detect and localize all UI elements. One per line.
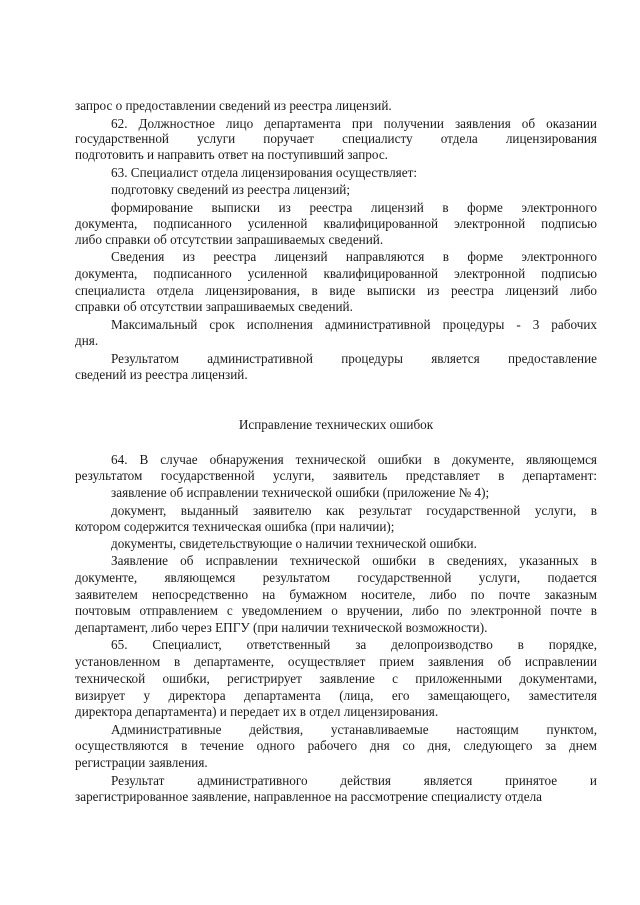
text-line: справки об отсутствии запрашиваемых сведений. [75, 299, 353, 314]
text-line: регистрации заявления. [75, 755, 208, 770]
text-line: Результатом административной процедуры является предоставление [111, 351, 597, 366]
text-line: либо справки об отсутствии запрашиваемых сведений. [75, 232, 384, 247]
text-line: котором содержится техническая ошибка (при наличии); [75, 519, 395, 534]
text-line: Заявление об исправлении технической ошибки в сведениях, указанных в [111, 553, 597, 568]
text-line: документе, являющемся результатом государственной услуги, подается [75, 570, 597, 585]
text-line: дня. [75, 333, 99, 348]
text-line: зарегистрированное заявление, направленное на рассмотрение специалисту отдела [75, 789, 543, 804]
text-line: запрос о предоставлении сведений из реестра лицензий. [75, 98, 392, 113]
text-line: специалиста отдела лицензирования, в виде выписки из реестра лицензий либо [75, 283, 597, 298]
text-line: формирование выписки из реестра лицензий в форме электронного [111, 200, 597, 215]
text-line: документ, выданный заявителю как результат государственной услуги, в [111, 503, 597, 518]
text-line: Сведения из реестра лицензий направляются в форме электронного [111, 249, 597, 264]
text-line: подготовить и направить ответ на поступивший запрос. [75, 147, 388, 162]
text-line: государственной услуги поручает специалисту отдела лицензирования [75, 131, 597, 146]
text-line: результатом государственной услуги, заявитель представляет в департамент: [75, 468, 597, 483]
text-line: установленном в департаменте, осуществляет прием заявления об исправлении [75, 654, 597, 669]
text-line: Административные действия, устанавливаемые настоящим пунктом, [111, 722, 597, 737]
text-line: заявителем непосредственно на бумажном носителе, либо по почте заказным [75, 587, 597, 602]
text-line: осуществляются в течение одного рабочего дня со дня, следующего за днем [75, 738, 597, 753]
text-line: заявление об исправлении технической ошибки (приложение № 4); [111, 485, 490, 500]
text-line: почтовым отправлением с уведомлением о вручении, либо по электронной почте в [75, 603, 597, 618]
text-line: технической ошибки, регистрирует заявление с приложенными документами, [75, 671, 597, 686]
text-line: подготовку сведений из реестра лицензий; [111, 182, 351, 197]
text-line: 65. Специалист, ответственный за делопроизводство в порядке, [111, 637, 597, 652]
text-line: Результат административного действия является принятое и [111, 773, 597, 788]
text-line: департамент, либо через ЕПГУ (при наличии технической возможности). [75, 620, 488, 635]
section-heading: Исправление технических ошибок [238, 417, 434, 432]
text-line: документы, свидетельствующие о наличии технической ошибки. [111, 536, 477, 551]
text-line: 62. Должностное лицо департамента при получении заявления об оказании [111, 116, 597, 131]
text-line: документа, подписанного усиленной квалифицированной электронной подписью [75, 216, 597, 231]
text-line: визирует у директора департамента (лица, его замещающего, заместителя [75, 688, 597, 703]
text-line: 63. Специалист отдела лицензирования осуществляет: [111, 165, 417, 180]
text-line: директора департамента) и передает их в отдел лицензирования. [75, 704, 439, 719]
text-line: документа, подписанного усиленной квалифицированной электронной подписью [75, 266, 597, 281]
text-line: Максимальный срок исполнения административной процедуры - 3 рабочих [111, 317, 597, 332]
text-line: сведений из реестра лицензий. [75, 367, 248, 382]
text-line: 64. В случае обнаружения технической ошибки в документе, являющемся [111, 452, 597, 467]
